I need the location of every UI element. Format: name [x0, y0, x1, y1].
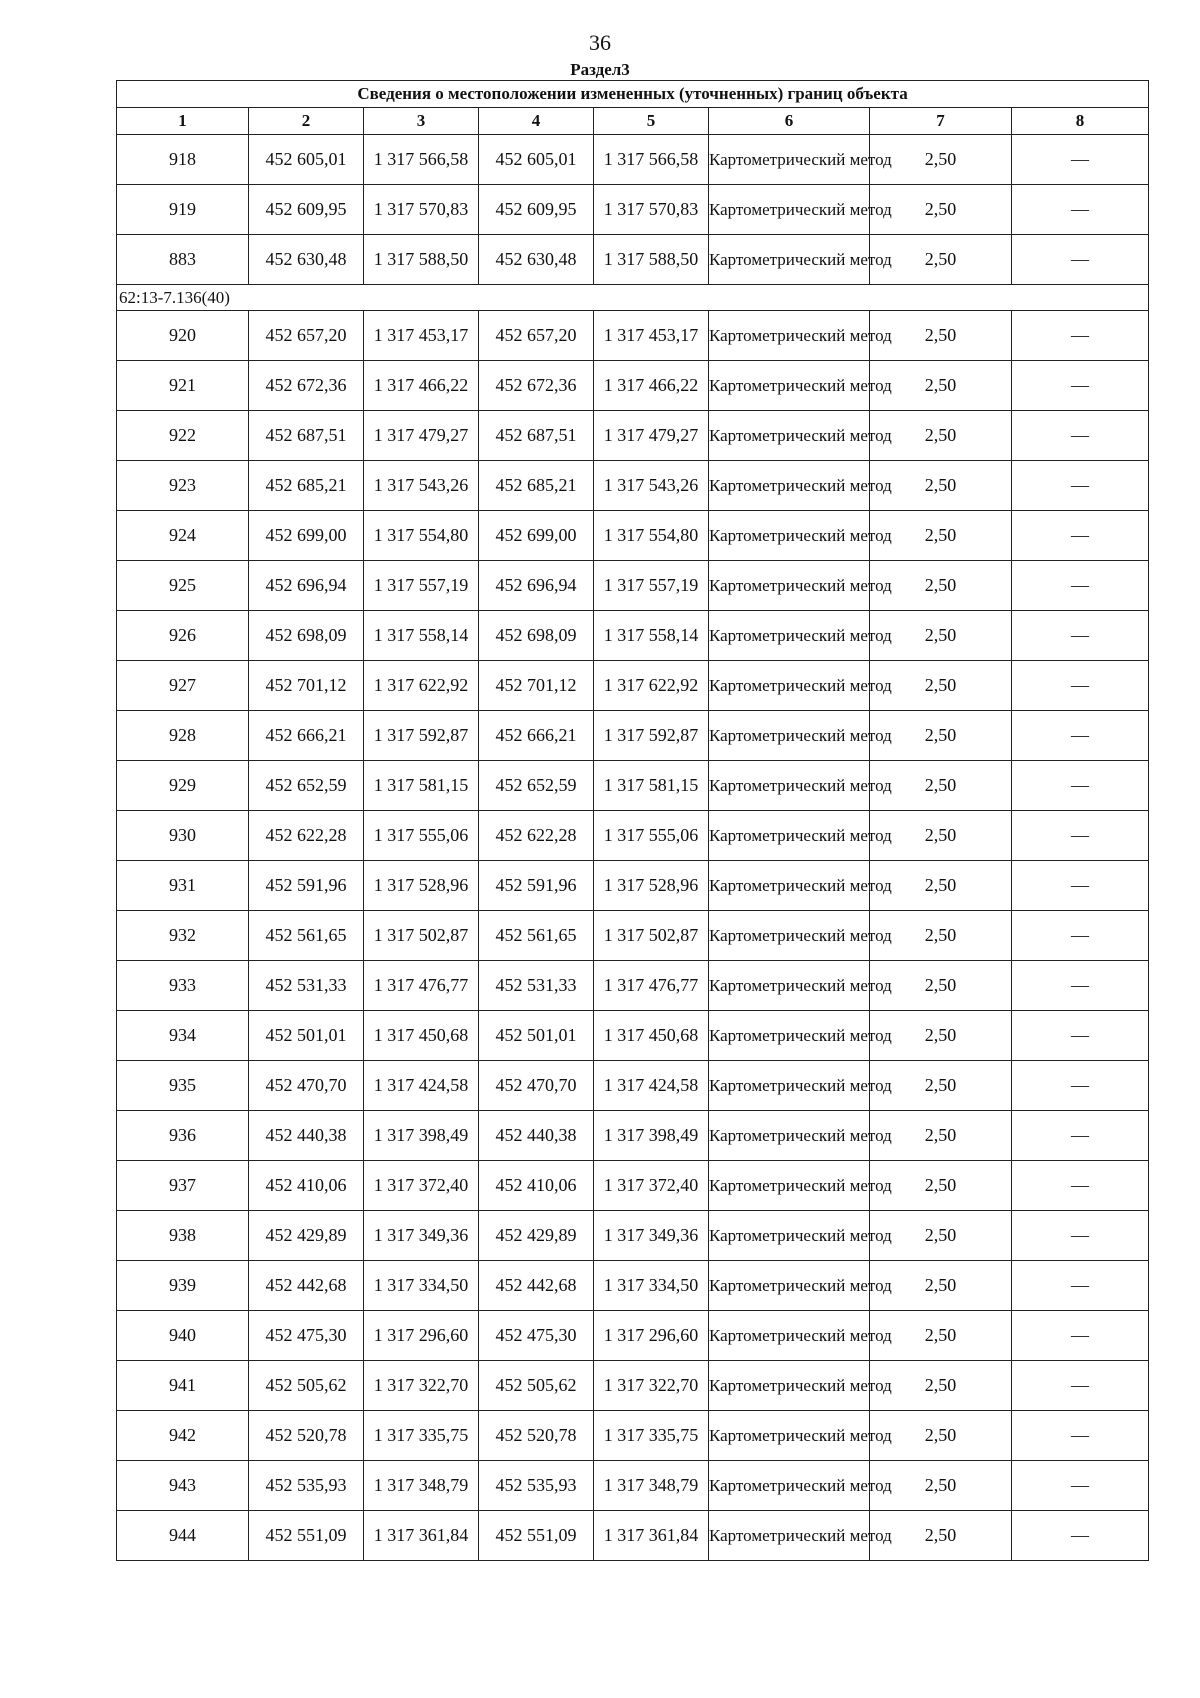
y-old-cell: 1 317 622,92: [364, 661, 479, 711]
x-old-cell: 452 470,70: [249, 1061, 364, 1111]
accuracy-cell: 2,50: [870, 911, 1012, 961]
y-new-cell: 1 317 588,50: [594, 235, 709, 285]
method-cell: Картометрический метод: [709, 761, 870, 811]
y-new-cell: 1 317 528,96: [594, 861, 709, 911]
y-old-cell: 1 317 581,15: [364, 761, 479, 811]
table-row: [117, 861, 1149, 911]
description-cell: —: [1012, 235, 1149, 285]
point-number-cell: 923: [117, 461, 249, 511]
y-new-cell: 1 317 622,92: [594, 661, 709, 711]
x-old-cell: 452 685,21: [249, 461, 364, 511]
y-old-cell: 1 317 424,58: [364, 1061, 479, 1111]
y-new-cell: 1 317 543,26: [594, 461, 709, 511]
y-new-cell: 1 317 450,68: [594, 1011, 709, 1061]
x-new-cell: 452 475,30: [479, 1311, 594, 1361]
point-number-cell: 938: [117, 1211, 249, 1261]
accuracy-cell: 2,50: [870, 1211, 1012, 1261]
point-number-cell: 942: [117, 1411, 249, 1461]
x-new-cell: 452 551,09: [479, 1511, 594, 1561]
point-number-cell: 918: [117, 135, 249, 185]
accuracy-cell: 2,50: [870, 661, 1012, 711]
point-number-cell: 926: [117, 611, 249, 661]
x-new-cell: 452 698,09: [479, 611, 594, 661]
y-old-cell: 1 317 555,06: [364, 811, 479, 861]
point-number-cell: 921: [117, 361, 249, 411]
accuracy-cell: 2,50: [870, 361, 1012, 411]
point-number-cell: 930: [117, 811, 249, 861]
table-row: [117, 135, 1149, 185]
table-row: [117, 461, 1149, 511]
x-old-cell: 452 442,68: [249, 1261, 364, 1311]
description-cell: —: [1012, 1511, 1149, 1561]
accuracy-cell: 2,50: [870, 1411, 1012, 1461]
y-old-cell: 1 317 453,17: [364, 311, 479, 361]
y-old-cell: 1 317 566,58: [364, 135, 479, 185]
table-row: [117, 1461, 1149, 1511]
x-new-cell: 452 531,33: [479, 961, 594, 1011]
method-cell: Картометрический метод: [709, 311, 870, 361]
accuracy-cell: 2,50: [870, 185, 1012, 235]
accuracy-cell: 2,50: [870, 811, 1012, 861]
column-header: 2: [249, 108, 364, 135]
y-old-cell: 1 317 592,87: [364, 711, 479, 761]
x-old-cell: 452 609,95: [249, 185, 364, 235]
x-old-cell: 452 657,20: [249, 311, 364, 361]
point-number-cell: 935: [117, 1061, 249, 1111]
x-old-cell: 452 698,09: [249, 611, 364, 661]
table-row: [117, 1311, 1149, 1361]
column-header: 5: [594, 108, 709, 135]
y-old-cell: 1 317 588,50: [364, 235, 479, 285]
y-new-cell: 1 317 424,58: [594, 1061, 709, 1111]
method-cell: Картометрический метод: [709, 1061, 870, 1111]
y-old-cell: 1 317 570,83: [364, 185, 479, 235]
x-new-cell: 452 609,95: [479, 185, 594, 235]
x-old-cell: 452 666,21: [249, 711, 364, 761]
group-row: [117, 285, 1149, 311]
column-header: 1: [117, 108, 249, 135]
table-row: [117, 761, 1149, 811]
table-row: [117, 1261, 1149, 1311]
table-row: [117, 511, 1149, 561]
method-cell: Картометрический метод: [709, 411, 870, 461]
description-cell: —: [1012, 511, 1149, 561]
y-new-cell: 1 317 558,14: [594, 611, 709, 661]
accuracy-cell: 2,50: [870, 1361, 1012, 1411]
method-cell: Картометрический метод: [709, 1011, 870, 1061]
point-number-cell: 934: [117, 1011, 249, 1061]
description-cell: —: [1012, 1161, 1149, 1211]
y-new-cell: 1 317 557,19: [594, 561, 709, 611]
method-cell: Картометрический метод: [709, 561, 870, 611]
table-row: [117, 311, 1149, 361]
y-old-cell: 1 317 543,26: [364, 461, 479, 511]
method-cell: Картометрический метод: [709, 1311, 870, 1361]
boundary-coordinates-table: [116, 80, 1149, 1561]
x-old-cell: 452 696,94: [249, 561, 364, 611]
accuracy-cell: 2,50: [870, 311, 1012, 361]
table-row: [117, 1411, 1149, 1461]
y-old-cell: 1 317 476,77: [364, 961, 479, 1011]
point-number-cell: 883: [117, 235, 249, 285]
x-new-cell: 452 605,01: [479, 135, 594, 185]
point-number-cell: 939: [117, 1261, 249, 1311]
table-row: [117, 185, 1149, 235]
point-number-cell: 924: [117, 511, 249, 561]
x-new-cell: 452 622,28: [479, 811, 594, 861]
point-number-cell: 937: [117, 1161, 249, 1211]
x-old-cell: 452 501,01: [249, 1011, 364, 1061]
x-new-cell: 452 442,68: [479, 1261, 594, 1311]
method-cell: Картометрический метод: [709, 1161, 870, 1211]
y-old-cell: 1 317 334,50: [364, 1261, 479, 1311]
table-row: [117, 1061, 1149, 1111]
x-old-cell: 452 699,00: [249, 511, 364, 561]
x-new-cell: 452 591,96: [479, 861, 594, 911]
y-old-cell: 1 317 349,36: [364, 1211, 479, 1261]
description-cell: —: [1012, 711, 1149, 761]
point-number-cell: 943: [117, 1461, 249, 1511]
table-row: [117, 611, 1149, 661]
description-cell: —: [1012, 1311, 1149, 1361]
x-old-cell: 452 687,51: [249, 411, 364, 461]
table-row: [117, 411, 1149, 461]
method-cell: Картометрический метод: [709, 1261, 870, 1311]
description-cell: —: [1012, 185, 1149, 235]
accuracy-cell: 2,50: [870, 611, 1012, 661]
x-new-cell: 452 696,94: [479, 561, 594, 611]
method-cell: Картометрический метод: [709, 511, 870, 561]
x-new-cell: 452 685,21: [479, 461, 594, 511]
description-cell: —: [1012, 1211, 1149, 1261]
y-old-cell: 1 317 479,27: [364, 411, 479, 461]
x-old-cell: 452 605,01: [249, 135, 364, 185]
x-new-cell: 452 630,48: [479, 235, 594, 285]
description-cell: —: [1012, 811, 1149, 861]
table-caption-row: [117, 81, 1149, 108]
point-number-cell: 931: [117, 861, 249, 911]
table-row: [117, 1111, 1149, 1161]
x-new-cell: 452 666,21: [479, 711, 594, 761]
accuracy-cell: 2,50: [870, 511, 1012, 561]
point-number-cell: 925: [117, 561, 249, 611]
accuracy-cell: 2,50: [870, 561, 1012, 611]
y-new-cell: 1 317 570,83: [594, 185, 709, 235]
page-number: 36: [589, 30, 611, 55]
accuracy-cell: 2,50: [870, 861, 1012, 911]
point-number-cell: 920: [117, 311, 249, 361]
point-number-cell: 929: [117, 761, 249, 811]
method-cell: Картометрический метод: [709, 461, 870, 511]
method-cell: Картометрический метод: [709, 1411, 870, 1461]
y-new-cell: 1 317 479,27: [594, 411, 709, 461]
description-cell: —: [1012, 1061, 1149, 1111]
description-cell: —: [1012, 311, 1149, 361]
description-cell: —: [1012, 411, 1149, 461]
y-new-cell: 1 317 555,06: [594, 811, 709, 861]
y-old-cell: 1 317 528,96: [364, 861, 479, 911]
method-cell: Картометрический метод: [709, 811, 870, 861]
group-label: 62:13-7.136(40): [117, 285, 1149, 311]
y-new-cell: 1 317 592,87: [594, 711, 709, 761]
x-new-cell: 452 699,00: [479, 511, 594, 561]
x-new-cell: 452 687,51: [479, 411, 594, 461]
y-old-cell: 1 317 322,70: [364, 1361, 479, 1411]
x-new-cell: 452 672,36: [479, 361, 594, 411]
description-cell: —: [1012, 1411, 1149, 1461]
description-cell: —: [1012, 1261, 1149, 1311]
column-header: 7: [870, 108, 1012, 135]
y-new-cell: 1 317 372,40: [594, 1161, 709, 1211]
x-old-cell: 452 531,33: [249, 961, 364, 1011]
y-new-cell: 1 317 349,36: [594, 1211, 709, 1261]
y-new-cell: 1 317 502,87: [594, 911, 709, 961]
y-old-cell: 1 317 361,84: [364, 1511, 479, 1561]
x-old-cell: 452 440,38: [249, 1111, 364, 1161]
description-cell: —: [1012, 1361, 1149, 1411]
point-number-cell: 933: [117, 961, 249, 1011]
x-old-cell: 452 429,89: [249, 1211, 364, 1261]
method-cell: Картометрический метод: [709, 185, 870, 235]
method-cell: Картометрический метод: [709, 135, 870, 185]
description-cell: —: [1012, 861, 1149, 911]
table-header-row: [117, 108, 1149, 135]
column-header: 8: [1012, 108, 1149, 135]
accuracy-cell: 2,50: [870, 1161, 1012, 1211]
method-cell: Картометрический метод: [709, 1361, 870, 1411]
y-new-cell: 1 317 322,70: [594, 1361, 709, 1411]
description-cell: —: [1012, 911, 1149, 961]
method-cell: Картометрический метод: [709, 711, 870, 761]
y-old-cell: 1 317 502,87: [364, 911, 479, 961]
x-new-cell: 452 505,62: [479, 1361, 594, 1411]
x-old-cell: 452 561,65: [249, 911, 364, 961]
method-cell: Картометрический метод: [709, 1461, 870, 1511]
table-row: [117, 235, 1149, 285]
x-new-cell: 452 429,89: [479, 1211, 594, 1261]
description-cell: —: [1012, 135, 1149, 185]
table-row: [117, 361, 1149, 411]
description-cell: —: [1012, 561, 1149, 611]
x-old-cell: 452 551,09: [249, 1511, 364, 1561]
description-cell: —: [1012, 1111, 1149, 1161]
method-cell: Картометрический метод: [709, 1511, 870, 1561]
table-row: [117, 1211, 1149, 1261]
y-new-cell: 1 317 334,50: [594, 1261, 709, 1311]
x-new-cell: 452 470,70: [479, 1061, 594, 1111]
y-new-cell: 1 317 398,49: [594, 1111, 709, 1161]
x-old-cell: 452 701,12: [249, 661, 364, 711]
point-number-cell: 941: [117, 1361, 249, 1411]
point-number-cell: 936: [117, 1111, 249, 1161]
x-old-cell: 452 630,48: [249, 235, 364, 285]
x-new-cell: 452 652,59: [479, 761, 594, 811]
point-number-cell: 919: [117, 185, 249, 235]
column-header: 4: [479, 108, 594, 135]
y-new-cell: 1 317 453,17: [594, 311, 709, 361]
y-old-cell: 1 317 296,60: [364, 1311, 479, 1361]
table-row: [117, 711, 1149, 761]
table-row: [117, 661, 1149, 711]
table-row: [117, 561, 1149, 611]
y-new-cell: 1 317 554,80: [594, 511, 709, 561]
y-old-cell: 1 317 554,80: [364, 511, 479, 561]
y-old-cell: 1 317 335,75: [364, 1411, 479, 1461]
accuracy-cell: 2,50: [870, 1011, 1012, 1061]
accuracy-cell: 2,50: [870, 1311, 1012, 1361]
method-cell: Картометрический метод: [709, 911, 870, 961]
accuracy-cell: 2,50: [870, 1111, 1012, 1161]
x-new-cell: 452 535,93: [479, 1461, 594, 1511]
table-row: [117, 811, 1149, 861]
table-row: [117, 1011, 1149, 1061]
method-cell: Картометрический метод: [709, 361, 870, 411]
table-row: [117, 961, 1149, 1011]
description-cell: —: [1012, 611, 1149, 661]
description-cell: —: [1012, 1461, 1149, 1511]
method-cell: Картометрический метод: [709, 1111, 870, 1161]
accuracy-cell: 2,50: [870, 461, 1012, 511]
x-old-cell: 452 475,30: [249, 1311, 364, 1361]
y-new-cell: 1 317 566,58: [594, 135, 709, 185]
y-new-cell: 1 317 476,77: [594, 961, 709, 1011]
x-new-cell: 452 701,12: [479, 661, 594, 711]
accuracy-cell: 2,50: [870, 1461, 1012, 1511]
x-old-cell: 452 672,36: [249, 361, 364, 411]
x-old-cell: 452 410,06: [249, 1161, 364, 1211]
x-new-cell: 452 657,20: [479, 311, 594, 361]
x-old-cell: 452 591,96: [249, 861, 364, 911]
y-new-cell: 1 317 335,75: [594, 1411, 709, 1461]
accuracy-cell: 2,50: [870, 1061, 1012, 1111]
y-new-cell: 1 317 466,22: [594, 361, 709, 411]
y-old-cell: 1 317 450,68: [364, 1011, 479, 1061]
description-cell: —: [1012, 1011, 1149, 1061]
table-row: [117, 1511, 1149, 1561]
y-new-cell: 1 317 348,79: [594, 1461, 709, 1511]
x-new-cell: 452 440,38: [479, 1111, 594, 1161]
accuracy-cell: 2,50: [870, 135, 1012, 185]
x-new-cell: 452 410,06: [479, 1161, 594, 1211]
method-cell: Картометрический метод: [709, 861, 870, 911]
x-old-cell: 452 535,93: [249, 1461, 364, 1511]
section-title: Раздел3: [570, 60, 630, 79]
y-old-cell: 1 317 558,14: [364, 611, 479, 661]
point-number-cell: 940: [117, 1311, 249, 1361]
method-cell: Картометрический метод: [709, 235, 870, 285]
accuracy-cell: 2,50: [870, 411, 1012, 461]
description-cell: —: [1012, 461, 1149, 511]
x-old-cell: 452 520,78: [249, 1411, 364, 1461]
method-cell: Картометрический метод: [709, 661, 870, 711]
y-new-cell: 1 317 581,15: [594, 761, 709, 811]
x-new-cell: 452 561,65: [479, 911, 594, 961]
table-row: [117, 1361, 1149, 1411]
x-old-cell: 452 652,59: [249, 761, 364, 811]
description-cell: —: [1012, 661, 1149, 711]
point-number-cell: 927: [117, 661, 249, 711]
description-cell: —: [1012, 761, 1149, 811]
accuracy-cell: 2,50: [870, 711, 1012, 761]
x-new-cell: 452 520,78: [479, 1411, 594, 1461]
x-new-cell: 452 501,01: [479, 1011, 594, 1061]
y-old-cell: 1 317 372,40: [364, 1161, 479, 1211]
point-number-cell: 932: [117, 911, 249, 961]
y-old-cell: 1 317 398,49: [364, 1111, 479, 1161]
accuracy-cell: 2,50: [870, 1261, 1012, 1311]
method-cell: Картометрический метод: [709, 611, 870, 661]
column-header: 3: [364, 108, 479, 135]
column-header: 6: [709, 108, 870, 135]
x-old-cell: 452 622,28: [249, 811, 364, 861]
accuracy-cell: 2,50: [870, 235, 1012, 285]
accuracy-cell: 2,50: [870, 961, 1012, 1011]
description-cell: —: [1012, 961, 1149, 1011]
point-number-cell: 944: [117, 1511, 249, 1561]
accuracy-cell: 2,50: [870, 1511, 1012, 1561]
method-cell: Картометрический метод: [709, 1211, 870, 1261]
point-number-cell: 928: [117, 711, 249, 761]
y-old-cell: 1 317 557,19: [364, 561, 479, 611]
y-old-cell: 1 317 466,22: [364, 361, 479, 411]
table-row: [117, 1161, 1149, 1211]
table-caption: Сведения о местоположении измененных (уточненных) границ объекта: [117, 81, 1149, 108]
table-row: [117, 911, 1149, 961]
method-cell: Картометрический метод: [709, 961, 870, 1011]
description-cell: —: [1012, 361, 1149, 411]
y-old-cell: 1 317 348,79: [364, 1461, 479, 1511]
point-number-cell: 922: [117, 411, 249, 461]
y-new-cell: 1 317 296,60: [594, 1311, 709, 1361]
accuracy-cell: 2,50: [870, 761, 1012, 811]
y-new-cell: 1 317 361,84: [594, 1511, 709, 1561]
x-old-cell: 452 505,62: [249, 1361, 364, 1411]
